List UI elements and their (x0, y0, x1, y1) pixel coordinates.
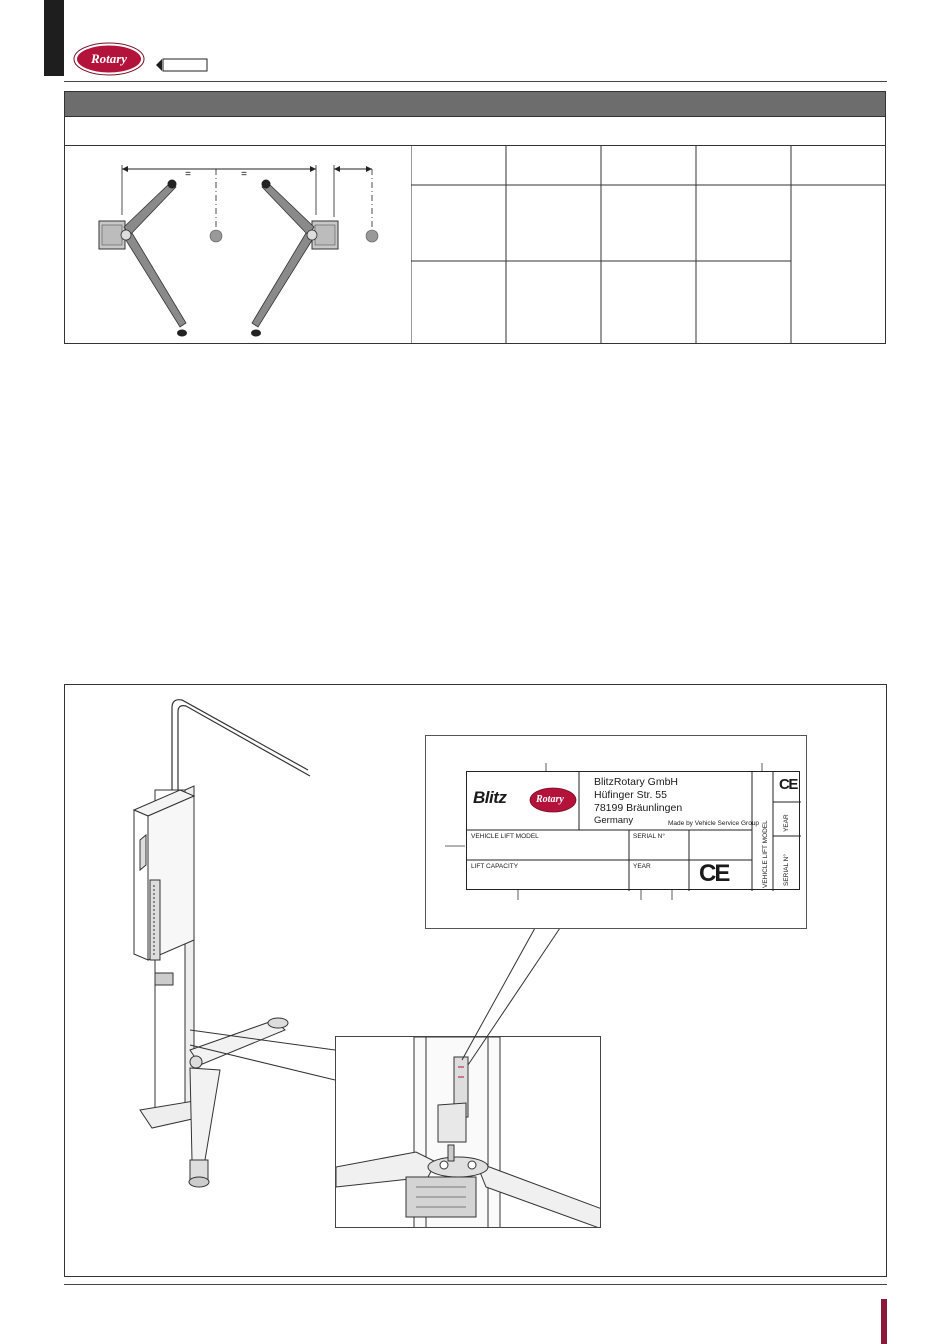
lift-pad (262, 180, 271, 189)
left-short-arm (124, 183, 176, 235)
logo-text: Rotary (90, 51, 128, 66)
side-year-label: YEAR (783, 814, 790, 832)
header-color-bar (44, 0, 64, 76)
arrow-left-icon (122, 166, 128, 172)
arrow-left-icon (156, 59, 162, 71)
section-title-bar (64, 91, 886, 117)
lift-pad (251, 330, 261, 337)
column-center-marker (210, 230, 222, 242)
lift-pad (189, 1177, 209, 1187)
column-center-marker (366, 230, 378, 242)
specification-table (411, 145, 886, 344)
rotary-logo (73, 42, 145, 76)
side-serial-label: SERIAL N° (783, 854, 790, 886)
serial-label: SERIAL N° (633, 833, 665, 840)
company-city: 78199 Bräunlingen (594, 802, 683, 814)
company-street: Hüfinger Str. 55 (594, 789, 667, 801)
lift-pad (268, 1018, 288, 1028)
header-divider (64, 81, 887, 82)
right-short-arm (262, 183, 314, 235)
control-panel-vents (150, 880, 160, 960)
equal-mark-left: = (185, 169, 191, 180)
right-long-arm (252, 233, 314, 327)
section-subtitle-row (64, 117, 886, 146)
side-vehicle-lift-model-label: VEHICLE LIFT MODEL (762, 820, 769, 888)
nameplate (466, 771, 800, 890)
lift-pad (177, 330, 187, 337)
rotary-logo-text: Rotary (536, 794, 564, 805)
made-by-text: Made by Vehicle Service Group (668, 820, 760, 827)
blitz-logo: Blitz (473, 788, 507, 807)
left-long-arm (124, 233, 186, 327)
page-edge-tab (881, 1299, 887, 1344)
arrow-right-icon (310, 166, 316, 172)
lift-pad (168, 180, 177, 189)
arrow-right-icon (366, 166, 372, 172)
year-label: YEAR (633, 863, 651, 870)
language-tab[interactable] (156, 58, 208, 72)
equal-mark-right: = (241, 169, 247, 180)
company-name: BlitzRotary GmbH (594, 776, 679, 788)
vehicle-lift-model-label: VEHICLE LIFT MODEL (471, 833, 539, 840)
detail-zoom-view (335, 1036, 601, 1228)
company-country: Germany (594, 815, 634, 826)
ce-mark-small: CE (779, 776, 797, 793)
nameplate-marker (155, 973, 173, 985)
ce-mark: CE (699, 860, 729, 887)
footer-divider (64, 1284, 887, 1285)
lift-capacity-label: LIFT CAPACITY (471, 863, 519, 870)
arm-position-diagram (66, 147, 412, 342)
arrow-left-icon (334, 166, 340, 172)
